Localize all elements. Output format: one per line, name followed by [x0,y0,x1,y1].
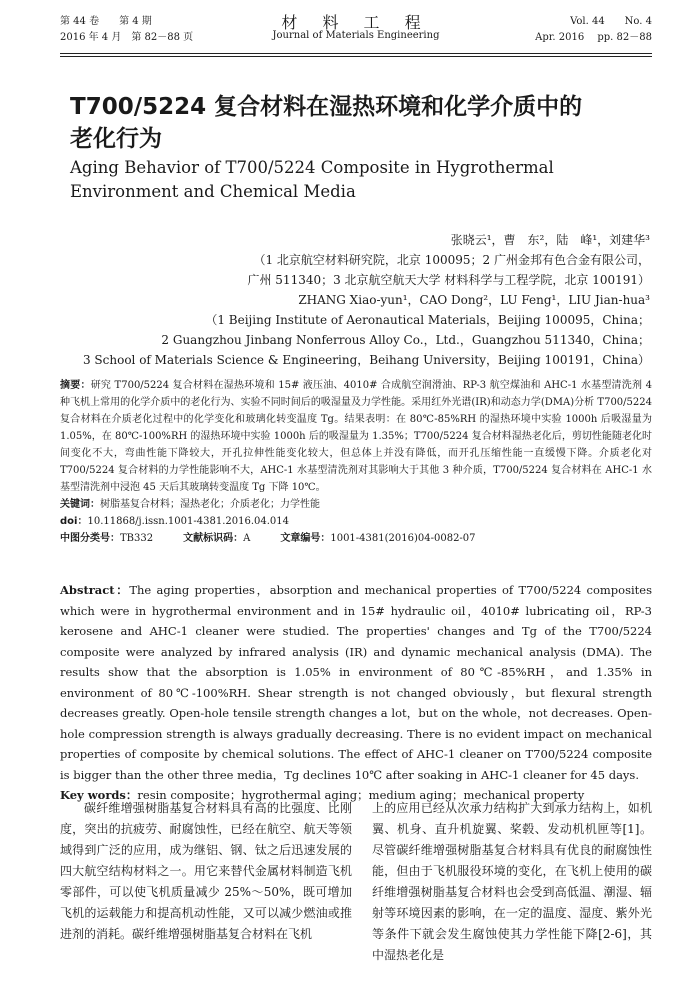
running-header [60,10,652,52]
doi-label: doi： [60,516,88,527]
volume-issue-cn: 第 44 卷 第 4 期 [60,16,152,27]
affiliation-en-1: （1 Beijing Institute of Aeronautical Materials，Beijing 100095，China； [205,313,650,327]
affiliation-en-3: 3 School of Materials Science & Engineering，Beihang University，Beijing 100191，China） [82,353,650,367]
doc-code-label: 文献标识码： [183,533,244,544]
keywords-en-label: Key words： [60,788,138,802]
header-rule-thin [60,56,652,57]
body-column-right: 上的应用已经从次承力结构扩大到承力结构上，如机翼、机身、直升机旋翼、桨毂、发动机机匣等[1]。尽管碳纤维增强树脂基复合材料具有优良的耐腐蚀性能，但由于飞机服役环境的变化，在飞机上使用的碳纤维增强树脂基复合材料也会受到高低温、潮湿、辐射等环境因素的影响，在一定的温度、湿度、紫外光等条件下就会发生腐蚀使其力学性能下降[2-6]，其中湿热老化是 [372,801,652,962]
volume-issue-en: Vol. 44 No. 4 [570,16,652,27]
abstract-english [60,580,652,806]
author-names-en: ZHANG Xiao-yun¹，CAO Dong²，LU Feng¹，LIU Jian-hua³ [298,293,650,307]
date-pages-cn: 2016 年 4 月 第 82－88 页 [60,32,194,43]
journal-name-cn: 材 料 工 程 [281,13,431,32]
article-number-label: 文章编号： [280,533,331,544]
abstract-en-text: The aging properties，absorption and mechanical properties of T700/5224 composites which were in hygrothermal environment and in 15# hydraulic oil，4010# lubricating oil，RP-3 kerosene and AHC-1 cleaner were studied. The properties' changes and Tg of the T700/5224 composite were analyzed by infrared analysis (IR) and dynamic mechanical analysis (DMA). The results show that the absorption is 1.05% in environment of 80℃-85%RH，and 1.35% in environment of 80℃-100%RH. Shear strength is not changed obviously，but flexural strength decreases greatly. Open-hole tensile strength changes a lot，but on the whole，not decreases. Open-hole compression strength is always gradually decreasing. There is no evident impact on mechanical properties of composite by chemical solutions. The effect of AHC-1 cleaner on T700/5224 composite is bigger than the other three media，Tg declines 10℃ after soaking in AHC-1 cleaner for 45 days. [60,583,652,782]
author-names-cn: 张晓云¹，曹 东²，陆 峰¹，刘建华³ [450,233,650,247]
affiliation-cn-1: （1 北京航空材料研究院，北京 100095；2 广州金邦有色合金有限公司， [253,253,650,267]
abstract-chinese [60,377,652,547]
classification-label: 中图分类号： [60,533,120,544]
title-english: Aging Behavior of T700/5224 Composite in Hygrothermal Environment and Chemical Media [70,158,554,201]
affiliation-en-2: 2 Guangzhou Jinbang Nonferrous Alloy Co.，Ltd.，Guangzhou 511340，China； [161,333,650,347]
authors-block [83,230,650,370]
keywords-en: resin composite；hygrothermal aging；medium aging；mechanical property [137,788,585,802]
affiliation-cn-2: 广州 511340；3 北京航空航天大学 材料科学与工程学院，北京 100191） [247,273,650,287]
abstract-cn-text: 研究 T700/5224 复合材料在湿热环境和 15# 液压油、4010# 合成航空润滑油、RP-3 航空煤油和 AHC-1 水基型清洗剂 4 种飞机上常用的化学介质中的老化行为、实验不同时间后的吸湿量及力学性能。采用红外光谱(IR)和动态力学(DMA)分析 T700/5224 复合材料在介质老化过程中的化学变化和玻璃化转变温度 Tg。结果表明：在 80℃-85%RH 的湿热环境中实验 1000h 后吸湿量为 1.05%，在 80℃-100%RH 的湿热环境中实验 1000h 后的吸湿量为 1.35%；T700/5224 复合材料湿热老化后，剪切性能随老化时间变化不大，弯曲性能下降较大，开孔拉伸性能变化较大，但总体上并没有降低，而开孔压缩性能一直缓慢下降。介质老化对 T700/5224 复合材料的力学性能影响不大，AHC-1 水基型清洗剂对其影响大于其他 3 种介质，T700/5224 复合材料在 AHC-1 水基型清洗剂中浸泡 45 天后其玻璃转变温度 Tg 下降 10℃。 [60,380,653,493]
keywords-cn: 树脂基复合材料；湿热老化；介质老化；力学性能 [100,499,320,510]
doi-value: 10.11868/j.issn.1001-4381.2016.04.014 [87,516,289,527]
date-pages-en: Apr. 2016 pp. 82－88 [535,32,652,43]
keywords-cn-label: 关键词： [60,499,100,510]
body-column-left: 碳纤维增强树脂基复合材料具有高的比强度、比刚度，突出的抗疲劳、耐腐蚀性，已经在航空、航天等领域得到广泛的应用，成为继铝、钢、钛之后迅速发展的四大航空结构材料之一。用它来替代金属材料制造飞机零部件，可以使飞机质量减少 25%～50%，既可增加飞机的运载能力和提高机动性能，又可以减少燃油或推进剂的消耗。碳纤维增强树脂基复合材料在飞机 [60,801,352,941]
journal-name-en: Journal of Materials Engineering [272,30,440,41]
classification-value: TB332 [120,533,154,544]
doc-code-value: A [243,533,251,544]
title-chinese: T700/5224 复合材料在湿热环境和化学介质中的老化行为 [70,94,583,152]
abstract-en-label: Abstract： [60,583,130,597]
article-number-value: 1001-4381(2016)04-0082-07 [330,533,476,544]
header-rule-thick [60,53,652,54]
abstract-cn-label: 摘要： [60,380,91,391]
